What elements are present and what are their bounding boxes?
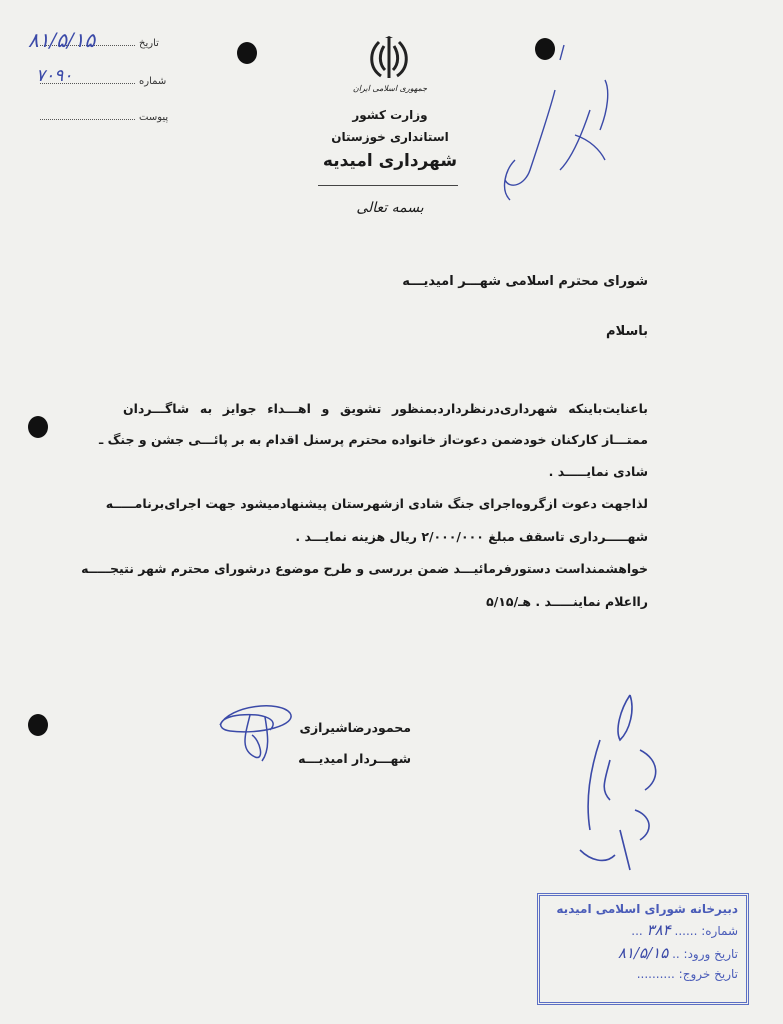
body-line: باعنایت‌باینکه شهرداری‌درنظردارد‌بمنظور تشویق و اهـــداء جوایز به شاگـــردان: [123, 401, 648, 416]
date-label: تاریخ: [139, 38, 159, 49]
council-registry-stamp: [537, 893, 749, 1005]
invocation: بسمه تعالی: [356, 200, 424, 216]
header-divider: [318, 185, 458, 186]
emblem-caption: جمهوری اسلامی ایران: [352, 84, 428, 93]
handwritten-signature: [210, 695, 300, 765]
body-line: ممتـــاز کارکنان خودضمن دعوت‌از خانواده محترم پرسنل اقدام به بر پائـــی جشن و جنگ ـ: [98, 432, 648, 447]
municipality-name: شهرداری امیدیه: [322, 151, 458, 171]
governorate-name: استانداری خوزستان: [331, 130, 449, 144]
stamp-number-value: ۳۸۴: [646, 921, 671, 939]
ministry-name: وزارت کشور: [352, 108, 428, 122]
stamp-entry-label: تاریخ ورود:: [683, 947, 738, 961]
date-value: ۸۱/۵/۱۵: [28, 28, 96, 52]
stamp-entry-row: تاریخ ورود: .. ۸۱/۵/۱۵: [617, 944, 738, 962]
addressee: شورای محترم اسلامی شهـــر امیدیـــه: [402, 274, 648, 289]
handwritten-annotation-top: [480, 40, 640, 210]
stamp-entry-value: ۸۱/۵/۱۵: [617, 944, 669, 962]
stamp-exit-row: تاریخ خروج: ..........: [636, 967, 738, 981]
stamp-title: دبیرخانه شورای اسلامی امیدیه: [556, 902, 738, 916]
punch-hole: [237, 42, 257, 64]
iran-emblem-icon: [367, 36, 411, 82]
punch-hole: [28, 416, 48, 438]
greeting: باسلام: [606, 324, 648, 339]
number-label: شماره: [139, 76, 167, 87]
body-line: شادی نمایـــــد .: [548, 464, 648, 479]
body-line: خواهشمنداست دستورفرمائیـــد ضمن بررسی و طرح موضوع درشورای محترم شهر نتیجـــــه: [81, 561, 648, 576]
handwritten-annotation-bottom: [560, 690, 680, 890]
number-value: ۷۰۹۰: [36, 66, 73, 86]
body-line: لذاجهت دعوت ازگروه‌اجرای جنگ شادی ازشهرستان پیشنهادمیشود جهت اجرای‌برنامـــــه: [105, 496, 648, 511]
stamp-exit-label: تاریخ خروج:: [678, 967, 738, 981]
body-line: شهـــــرداری تاسقف مبلغ ۲/۰۰۰/۰۰۰ ریال هزینه نمایـــد .: [295, 529, 648, 544]
signer-title: شهـــردار امیدیـــه: [298, 751, 411, 766]
stamp-number-label: شماره:: [701, 924, 738, 938]
attachment-label: پیوست: [139, 112, 169, 123]
punch-hole: [28, 714, 48, 736]
signer-name: محمودرضاشیرازی: [299, 720, 411, 735]
attachment-field: [40, 112, 168, 123]
body-line: رااعلام نماینـــــد . هـ/۵/۱۵: [486, 594, 648, 609]
stamp-number-row: شماره: ...... ۳۸۴ ...: [631, 921, 738, 939]
